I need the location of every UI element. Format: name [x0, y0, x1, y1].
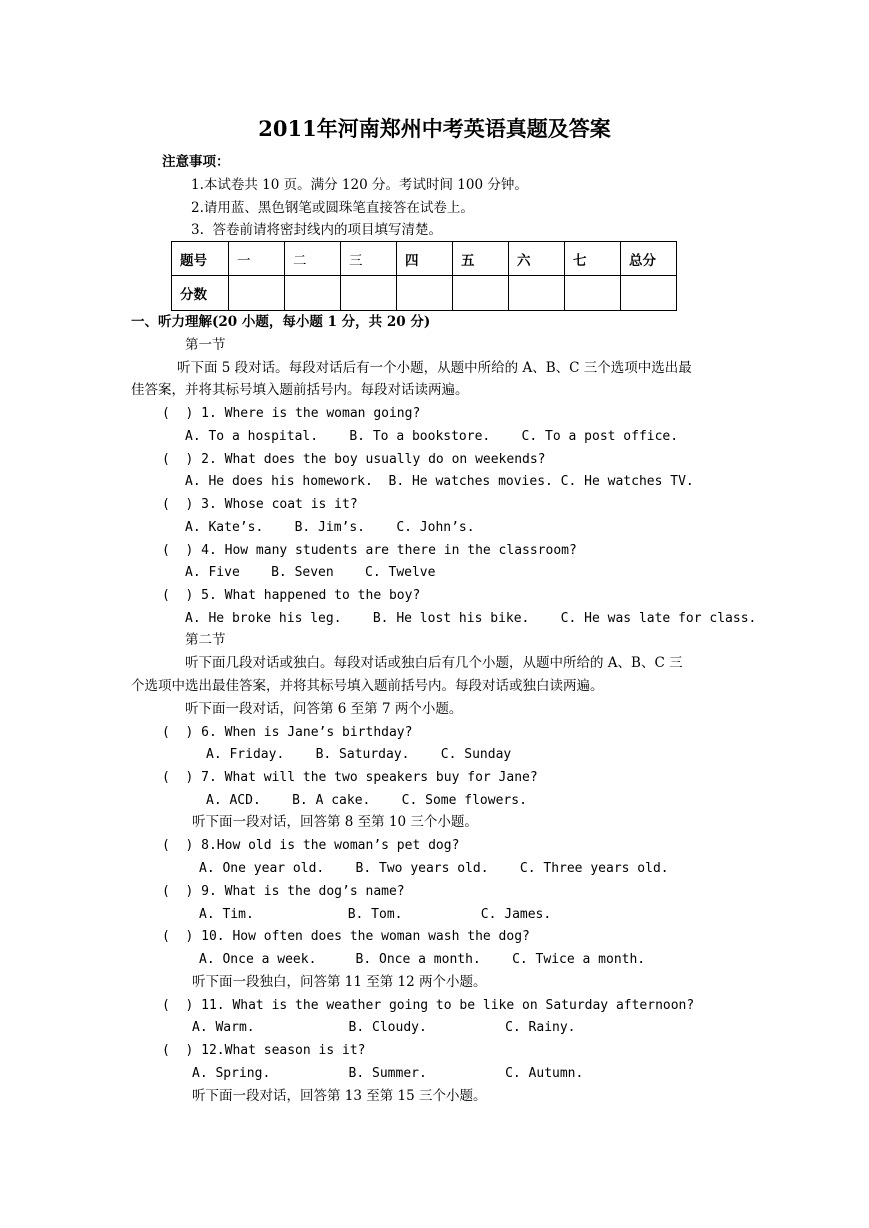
- question-options: A. Kate’s. B. Jim’s. C. John’s.: [185, 520, 475, 535]
- table-cell: 一: [229, 242, 285, 276]
- question-stem: ( ) 3. Whose coat is it?: [162, 497, 358, 512]
- question-stem: ( ) 9. What is the dog’s name?: [162, 884, 405, 899]
- question-options: A. He does his homework. B. He watches movies. C. He watches TV.: [185, 474, 694, 489]
- instructions: 听下面一段对话，回答第 13 至第 15 三个小题。: [192, 1088, 487, 1104]
- section-heading: 一、听力理解(20 小题，每小题 1 分，共 20 分): [131, 314, 431, 330]
- question-options: A. ACD. B. A cake. C. Some flowers.: [206, 793, 527, 808]
- score-table-header-row: [172, 242, 677, 276]
- question-stem: ( ) 6. When is Jane’s birthday?: [162, 725, 413, 740]
- score-cell: [229, 276, 285, 311]
- question-stem: ( ) 10. How often does the woman wash the dog?: [162, 929, 530, 944]
- instructions: 听下面几段对话或独白。每段对话或独白后有几个小题，从题中所给的 A、B、C 三: [185, 655, 683, 671]
- question-stem: ( ) 4. How many students are there in the classroom?: [162, 543, 577, 558]
- notice-heading: 注意事项：: [162, 154, 230, 170]
- question-stem: ( ) 7. What will the two speakers buy for Jane?: [162, 770, 538, 785]
- score-cell: [341, 276, 397, 311]
- part-label: 第一节: [185, 337, 226, 353]
- question-options: A. Once a week. B. Once a month. C. Twice a month.: [199, 952, 646, 967]
- table-cell: 四: [397, 242, 453, 276]
- part-label: 第二节: [185, 632, 226, 648]
- question-stem: ( ) 1. Where is the woman going?: [162, 406, 421, 421]
- score-table: [171, 241, 677, 311]
- score-cell: [509, 276, 565, 311]
- score-cell: [565, 276, 621, 311]
- score-cell: [621, 276, 677, 311]
- question-options: A. Friday. B. Saturday. C. Sunday: [206, 747, 512, 762]
- table-cell: 三: [341, 242, 397, 276]
- instructions: 听下面 5 段对话。每段对话后有一个小题，从题中所给的 A、B、C 三个选项中选出最: [177, 360, 692, 376]
- question-stem: ( ) 2. What does the boy usually do on weekends?: [162, 452, 546, 467]
- notice-item: 2.请用蓝、黑色钢笔或圆珠笔直接答在试卷上。: [191, 200, 474, 216]
- question-options: A. He broke his leg. B. He lost his bike. C. He was late for class.: [185, 611, 757, 626]
- table-cell: 总分: [621, 242, 677, 276]
- table-cell: 五: [453, 242, 509, 276]
- question-stem: ( ) 12.What season is it?: [162, 1043, 366, 1058]
- instructions: 听下面一段对话，回答第 8 至第 10 三个小题。: [192, 814, 478, 830]
- question-stem: ( ) 11. What is the weather going to be like on Saturday afternoon?: [162, 998, 695, 1013]
- score-cell: [285, 276, 341, 311]
- table-cell: 七: [565, 242, 621, 276]
- score-table-score-row: [172, 276, 677, 311]
- notice-item: 3. 答卷前请将密封线内的项目填写清楚。: [191, 222, 442, 238]
- instructions: 听下面一段独白，问答第 11 至第 12 两个小题。: [192, 974, 487, 990]
- question-options: A. Warm. B. Cloudy. C. Rainy.: [192, 1020, 576, 1035]
- table-cell: 六: [509, 242, 565, 276]
- table-cell: 题号: [172, 242, 229, 276]
- instructions: 听下面一段对话，问答第 6 至第 7 两个小题。: [185, 701, 463, 717]
- question-stem: ( ) 8.How old is the woman’s pet dog?: [162, 838, 460, 853]
- score-cell: [453, 276, 509, 311]
- question-stem: ( ) 5. What happened to the boy?: [162, 588, 421, 603]
- instructions: 佳答案，并将其标号填入题前括号内。每段对话读两遍。: [131, 382, 469, 398]
- page-title: 2011年河南郑州中考英语真题及答案: [258, 116, 611, 141]
- question-options: A. Tim. B. Tom. C. James.: [199, 907, 552, 922]
- table-cell: 分数: [172, 276, 229, 311]
- question-options: A. One year old. B. Two years old. C. Three years old.: [199, 861, 669, 876]
- question-options: A. Spring. B. Summer. C. Autumn.: [192, 1066, 584, 1081]
- notice-item: 1.本试卷共 10 页。满分 120 分。考试时间 100 分钟。: [191, 177, 528, 193]
- question-options: A. To a hospital. B. To a bookstore. C. To a post office.: [185, 429, 679, 444]
- table-cell: 二: [285, 242, 341, 276]
- question-options: A. Five B. Seven C. Twelve: [185, 565, 436, 580]
- instructions: 个选项中选出最佳答案，并将其标号填入题前括号内。每段对话或独白读两遍。: [131, 678, 604, 694]
- score-cell: [397, 276, 453, 311]
